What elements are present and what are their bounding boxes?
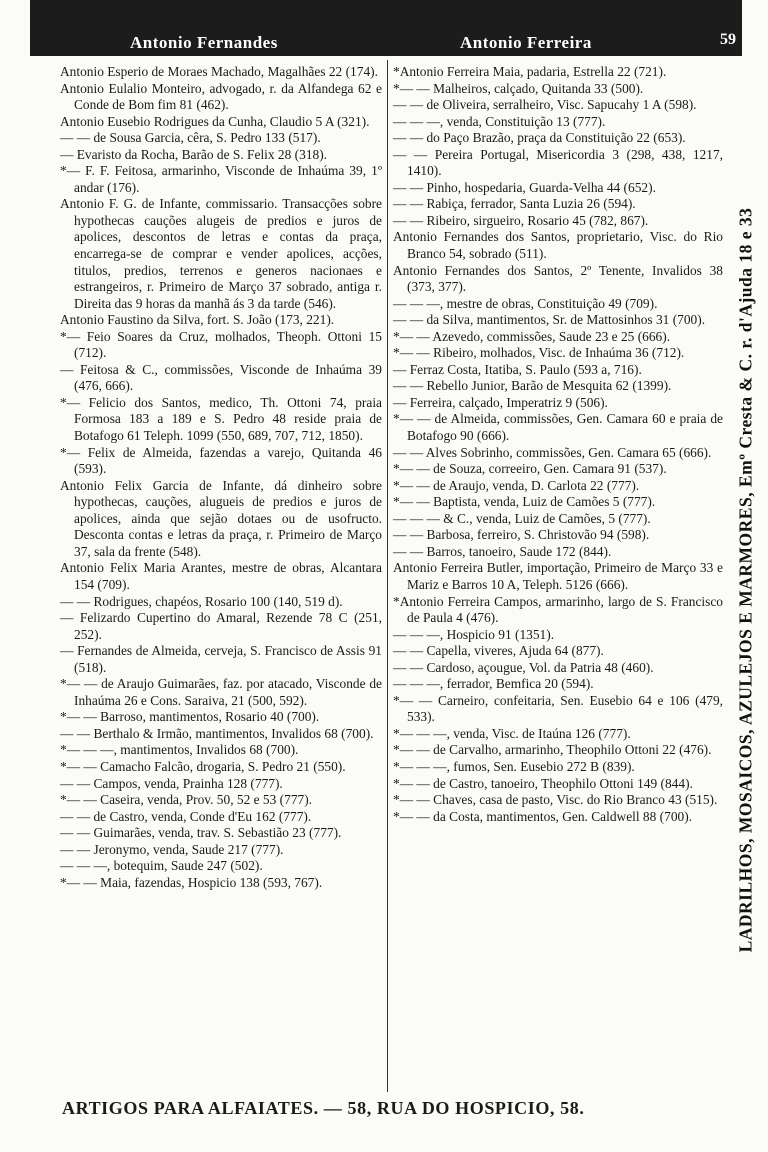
directory-entry: — — Alves Sobrinho, commissões, Gen. Camara 65 (666). [393, 444, 712, 460]
directory-entry: Antonio F. G. de Infante, commissario. Transacções sobre hypothecas cauções alugeis de predios e juros de apolices, descontos de letras e contas da praça, encarrega-se de comprar e vender apolices, acções, titulos, predios, terrenos e generos nacionaes e estrangeiros, r. Primeiro de Março 37 sobrado, antiga r. Direita das 9 horas da manhã ás 3 da tarde (546). [60, 196, 382, 311]
directory-entry: *— — Malheiros, calçado, Quitanda 33 (500). [393, 80, 644, 96]
directory-entry: Antonio Esperio de Moraes Machado, Magalhães 22 (174). [60, 64, 378, 79]
directory-entry: — — da Silva, mantimentos, Sr. de Mattosinhos 31 (700). [393, 312, 706, 328]
directory-entry: — Felizardo Cupertino do Amaral, Rezende 78 C (251, 252). [60, 610, 382, 642]
directory-entry: *— — Caseira, venda, Prov. 50, 52 e 53 (777). [60, 792, 313, 808]
directory-entry: *— — Camacho Falcão, drogaria, S. Pedro 21 (550). [60, 758, 346, 774]
directory-entry: — — Rodrigues, chapéos, Rosario 100 (140, 519 d). [60, 593, 343, 609]
directory-entry: — — Pereira Portugal, Misericordia 3 (298, 438, 1217, 1410). [393, 146, 723, 179]
directory-entry: — — —, botequim, Saude 247 (502). [60, 858, 263, 874]
header-left-term: Antonio Fernandes [130, 33, 278, 52]
directory-entry: *Antonio Ferreira Maia, padaria, Estrella 22 (721). [393, 64, 667, 79]
page-number: 59 [720, 31, 736, 48]
directory-entry: — Evaristo da Rocha, Barão de S. Felix 28 (318). [60, 146, 328, 162]
directory-entry: — — Berthalo & Irmão, mantimentos, Invalidos 68 (700). [60, 725, 374, 741]
directory-entry: *— — Chaves, casa de pasto, Visc. do Rio Branco 43 (515). [393, 792, 718, 808]
directory-entry: Antonio Felix Garcia de Infante, dá dinheiro sobre hypothecas, cauções, alugueis de predios e juros de apolices, ainda que sejão dotaes ou de usofructo. Desconta contas e letras da praça, r. Primeiro de Março 37, sala da frente (548). [60, 477, 382, 559]
directory-entry: *— — —, venda, Visc. de Itaúna 126 (777). [393, 725, 631, 741]
directory-entry: Antonio Eulalio Monteiro, advogado, r. da Alfandega 62 e Conde de Bom fim 81 (462). [60, 80, 382, 113]
directory-entry: — — —, venda, Constituição 13 (777). [393, 113, 606, 129]
directory-entry: *Antonio Ferreira Campos, armarinho, largo de S. Francisco de Paula 4 (476). [393, 593, 723, 626]
directory-entry: — — —, mestre de obras, Constituição 49 (709). [393, 295, 658, 311]
directory-entry: — — —, Hospicio 91 (1351). [393, 626, 555, 642]
directory-entry: *— — de Araujo Guimarães, faz. por atacado, Visconde de Inhaúma 26 e Cons. Saraiva, 21 (500, 592). [60, 676, 382, 708]
directory-entry: Antonio Faustino da Silva, fort. S. João (173, 221). [60, 312, 335, 328]
directory-entry: *— Feio Soares da Cruz, molhados, Theoph. Ottoni 15 (712). [60, 328, 382, 361]
directory-entry: — — do Paço Brazão, praça da Constituição 22 (653). [393, 130, 686, 146]
directory-entry: Antonio Fernandes dos Santos, 2º Tenente, Invalidos 38 (373, 377). [393, 262, 723, 295]
directory-entry: — — Capella, viveres, Ajuda 64 (877). [393, 643, 604, 659]
directory-entry: — — Guimarães, venda, trav. S. Sebastião 23 (777). [60, 825, 342, 841]
directory-entry: *— — Azevedo, commissões, Saude 23 e 25 (666). [393, 328, 671, 344]
directory-entry: — — Barros, tanoeiro, Saude 172 (844). [393, 543, 612, 559]
directory-entry: — — Jeronymo, venda, Saude 217 (777). [60, 841, 284, 857]
directory-entry: — Feitosa & C., commissões, Visconde de Inhaúma 39 (476, 666). [60, 361, 382, 394]
page-header [30, 0, 742, 56]
vertical-ad-text: LADRILHOS, MOSAICOS, AZULEJOS E MARMORES, Emº Cresta & C. r. d'Ajuda 18 e 33 [735, 207, 756, 953]
directory-entry: — — Rebello Junior, Barão de Mesquita 62 (1399). [393, 378, 672, 394]
directory-entry: Antonio Fernandes dos Santos, proprietario, Visc. do Rio Branco 54, sobrado (511). [393, 229, 723, 262]
directory-entry: *— — Ribeiro, molhados, Visc. de Inhaúma 36 (712). [393, 345, 685, 361]
footer-advertisement: ARTIGOS PARA ALFAIATES. — 58, RUA DO HOSPICIO, 58. [62, 1098, 585, 1118]
directory-entry: — Ferraz Costa, Itatiba, S. Paulo (593 a, 716). [393, 361, 642, 377]
directory-entry: Antonio Felix Maria Arantes, mestre de obras, Alcantara 154 (709). [60, 560, 382, 592]
left-column [60, 64, 382, 891]
directory-entry: — — Ribeiro, sirgueiro, Rosario 45 (782, 867). [393, 212, 649, 228]
directory-entry: *— — de Castro, tanoeiro, Theophilo Ottoni 149 (844). [393, 775, 693, 791]
directory-entry: *— — de Araujo, venda, D. Carlota 22 (777). [393, 477, 640, 493]
directory-entry: *— — de Carvalho, armarinho, Theophilo Ottoni 22 (476). [393, 742, 712, 758]
right-column [393, 64, 723, 825]
directory-entry: — — Rabiça, ferrador, Santa Luzia 26 (594). [393, 196, 636, 212]
directory-entry: *— Felix de Almeida, fazendas a varejo, Quitanda 46 (593). [60, 444, 382, 477]
directory-entry: *— — Carneiro, confeitaria, Sen. Eusebio 64 e 106 (479, 533). [393, 692, 723, 725]
directory-entry: — — — & C., venda, Luiz de Camões, 5 (777). [393, 510, 651, 526]
directory-entry: — — de Oliveira, serralheiro, Visc. Sapucahy 1 A (598). [393, 97, 697, 113]
directory-entry: — — de Castro, venda, Conde d'Eu 162 (777). [60, 808, 312, 824]
directory-entry: *— — da Costa, mantimentos, Gen. Caldwell 88 (700). [393, 808, 693, 824]
directory-entry: *— — de Almeida, commissões, Gen. Camara 60 e praia de Botafogo 90 (666). [393, 411, 723, 444]
directory-entry: *— — de Souza, correeiro, Gen. Camara 91 (537). [393, 461, 667, 477]
directory-entry: *— — —, fumos, Sen. Eusebio 272 B (839). [393, 758, 635, 774]
directory-entry: *— — —, mantimentos, Invalidos 68 (700). [60, 742, 299, 758]
directory-entry: Antonio Ferreira Butler, importação, Primeiro de Março 33 e Mariz e Barros 10 A, Teleph. 5126 (666). [393, 560, 723, 592]
directory-entry: — — Pinho, hospedaria, Guarda-Velha 44 (652). [393, 179, 656, 195]
directory-entry: *— Felicio dos Santos, medico, Th. Ottoni 74, praia Formosa 183 a 189 e S. Pedro 48 reside praia de Botafogo 61 Teleph. 1099 (550, 689, 707, 712, 1850). [60, 394, 382, 444]
directory-entry: — — Campos, venda, Prainha 128 (777). [60, 775, 283, 791]
directory-entry: — Ferreira, calçado, Imperatriz 9 (506). [393, 394, 608, 410]
directory-entry: *— — Barroso, mantimentos, Rosario 40 (700). [60, 709, 320, 725]
directory-entry: *— — Baptista, venda, Luiz de Camões 5 (777). [393, 494, 656, 510]
directory-entry: — — Cardoso, açougue, Vol. da Patria 48 (460). [393, 659, 654, 675]
directory-entry: Antonio Eusebio Rodrigues da Cunha, Claudio 5 A (321). [60, 113, 370, 129]
directory-entry: *— — Maia, fazendas, Hospicio 138 (593, 767). [60, 874, 323, 890]
header-right-term: Antonio Ferreira [460, 33, 592, 52]
directory-entry: *— F. F. Feitosa, armarinho, Visconde de Inhaúma 39, 1º andar (176). [60, 163, 382, 195]
directory-entry: — — de Sousa Garcia, cêra, S. Pedro 133 (517). [60, 130, 321, 146]
directory-entry: — Fernandes de Almeida, cerveja, S. Francisco de Assis 91 (518). [60, 643, 382, 675]
vertical-advertisement [728, 80, 764, 1080]
directory-entry: — — —, ferrador, Bemfica 20 (594). [393, 676, 594, 692]
directory-entry: — — Barbosa, ferreiro, S. Christovão 94 (598). [393, 527, 650, 543]
column-divider [387, 60, 388, 1092]
